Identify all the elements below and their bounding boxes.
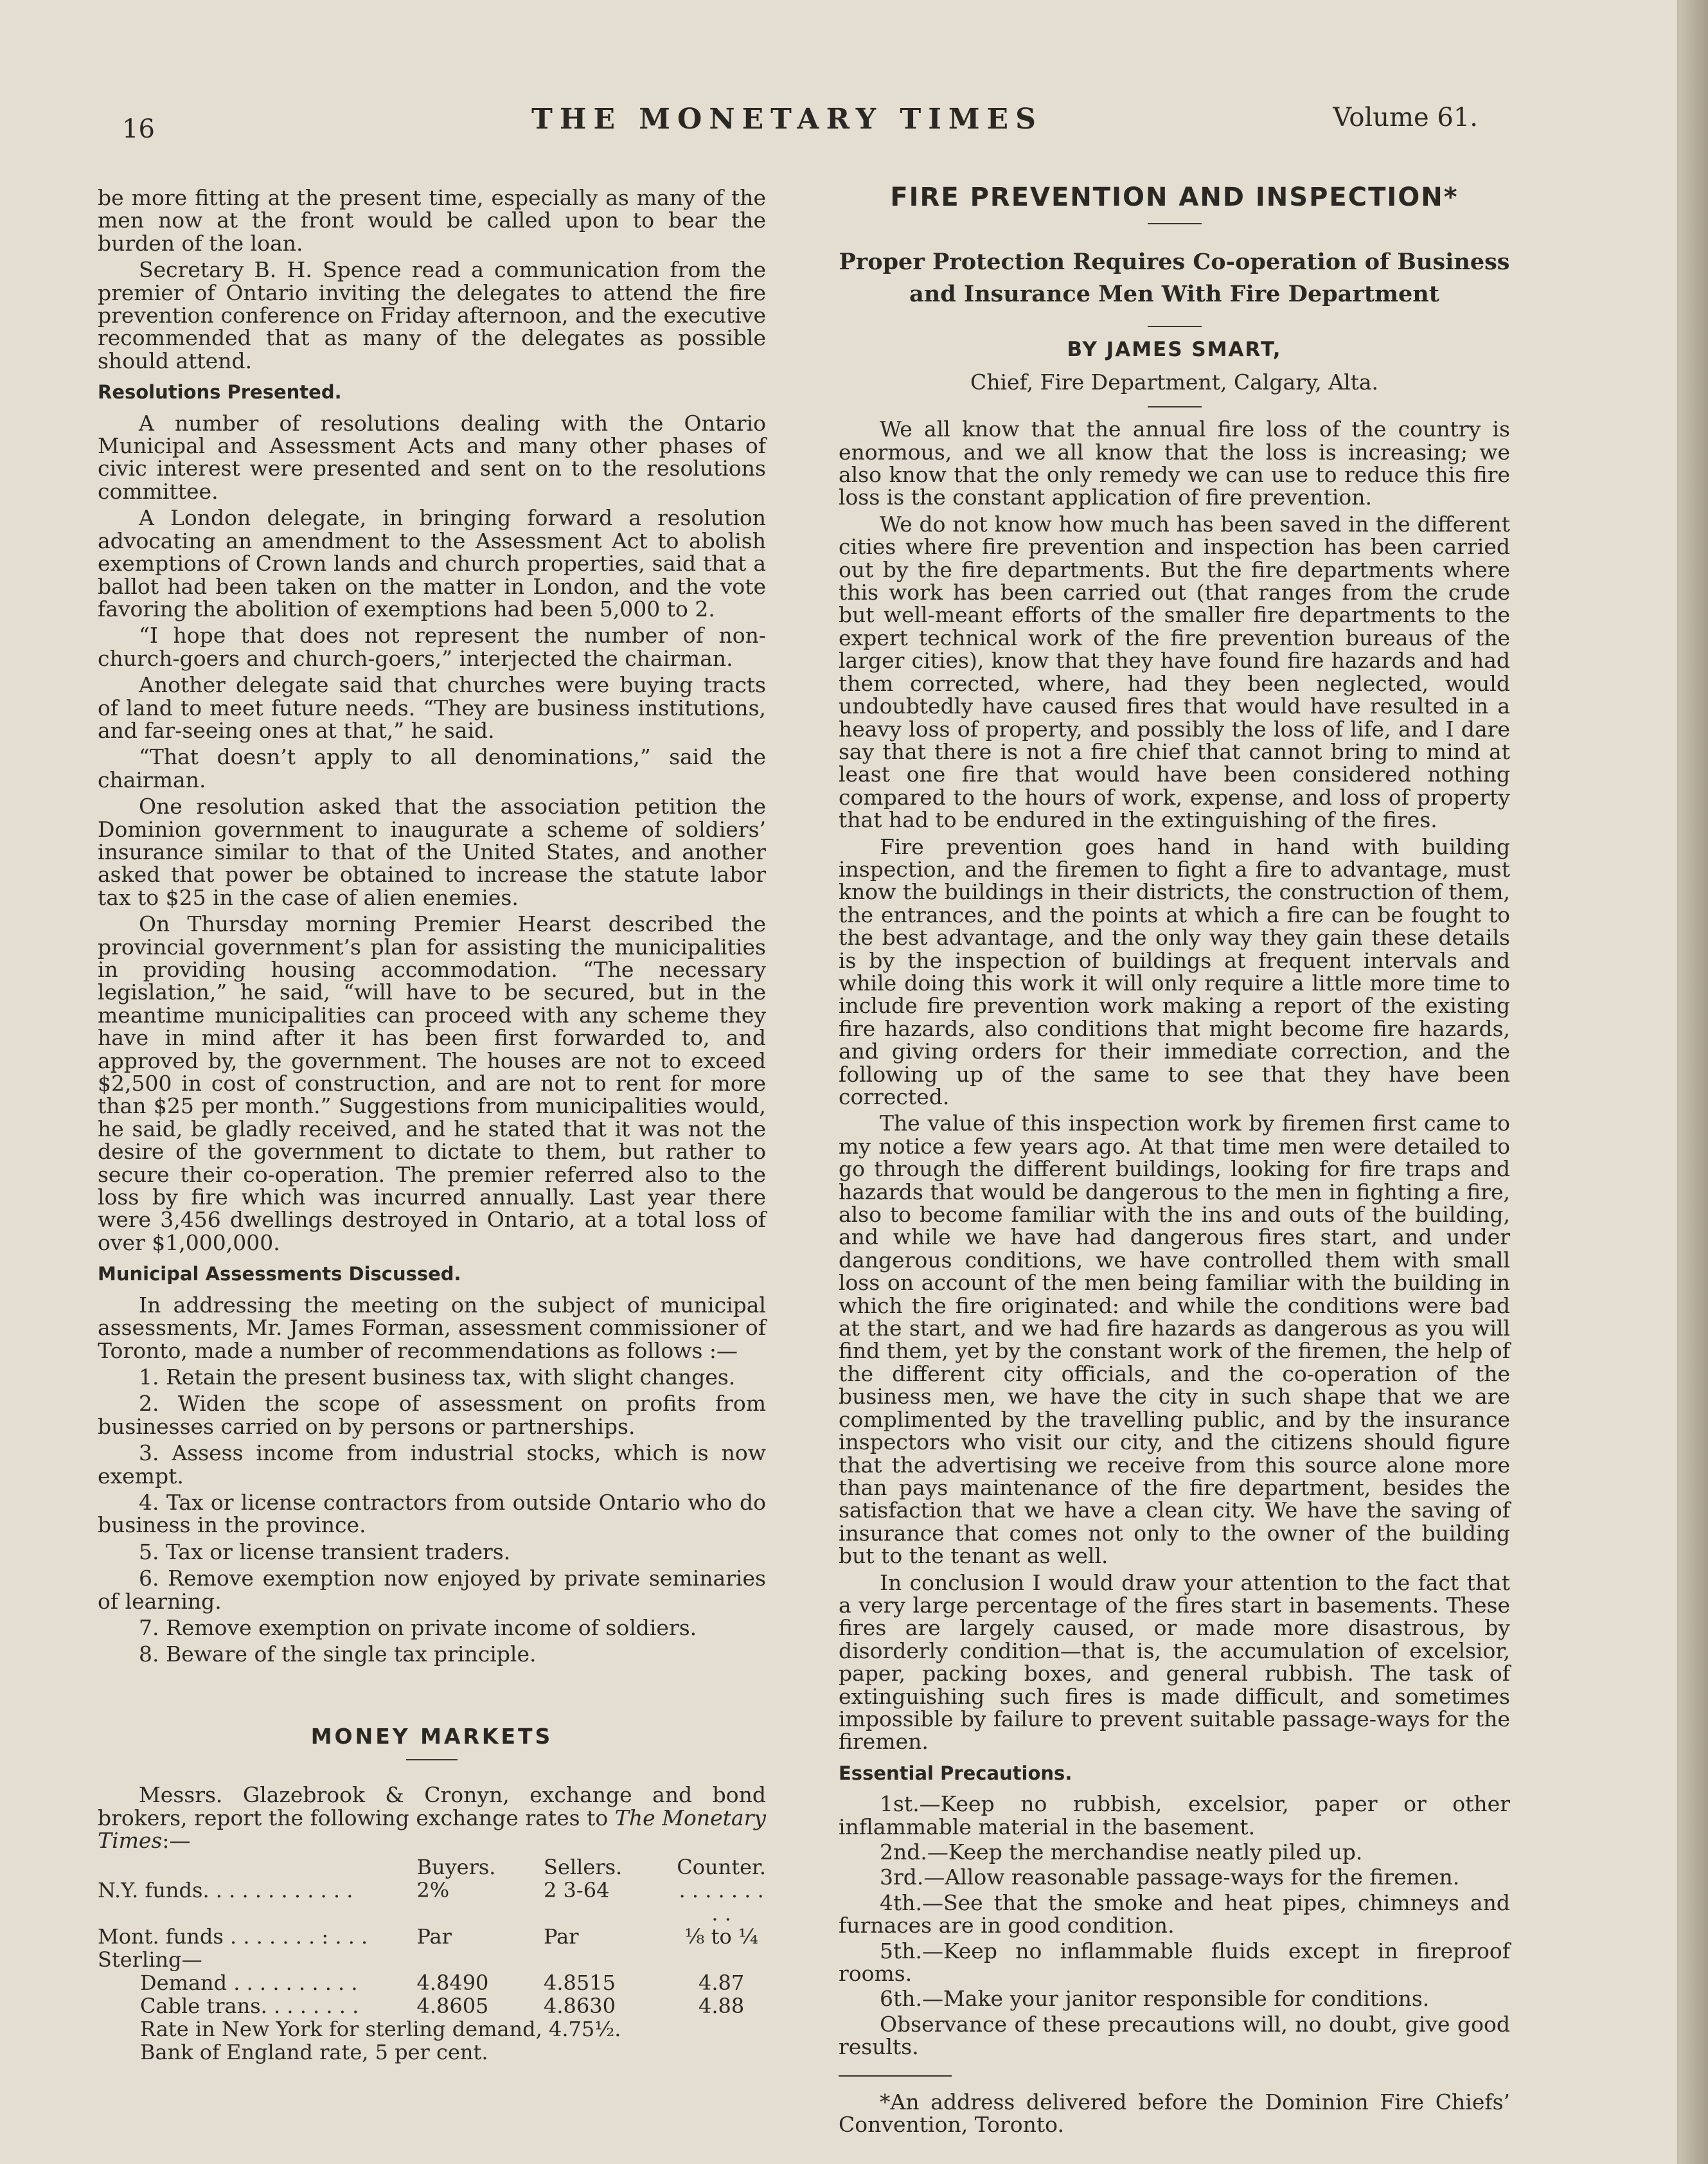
divider bbox=[1148, 406, 1202, 407]
rate-note: Rate in New York for sterling demand, 4.75½. bbox=[140, 2017, 621, 2042]
list-item: 1st.—Keep no rubbish, excelsior, paper or other inflammable material in the basement. bbox=[839, 1791, 1510, 1839]
divider bbox=[1148, 223, 1202, 224]
list-item: 3. Assess income from industrial stocks, which is now exempt. bbox=[98, 1440, 766, 1489]
paragraph: Another delegate said that churches were buying tracts of land to meet future needs. “They are business institutions, and far-seeing ones at that,” he said. bbox=[98, 672, 766, 743]
byline-role: Chief, Fire Department, Calgary, Alta. bbox=[970, 369, 1379, 395]
resolutions-heading: Resolutions Presented. bbox=[98, 381, 342, 404]
footnote: *An address delivered before the Dominion Fire Chiefs’ Convention, Toronto. bbox=[839, 2089, 1510, 2138]
list-item: 5th.—Keep no inflammable fluids except in fireproof rooms. bbox=[839, 1938, 1510, 1987]
paragraph: One resolution asked that the association petition the Dominion government to inaugurate a scheme of soldiers’ insurance similar to that of the United States, and another asked that power be obtained to increase the statute labor tax to $25 in the case of alien enemies. bbox=[98, 794, 766, 910]
list-item: 1. Retain the present business tax, with slight changes. bbox=[139, 1364, 736, 1390]
list-item: 8. Beware of the single tax principle. bbox=[139, 1641, 537, 1667]
list-item: 5. Tax or license transient traders. bbox=[139, 1539, 511, 1564]
volume-label: Volume 61. bbox=[1333, 103, 1478, 132]
article-title: FIRE PREVENTION AND INSPECTION* bbox=[890, 183, 1459, 212]
assessments-heading: Municipal Assessments Discussed. bbox=[98, 1263, 461, 1285]
paragraph: In addressing the meeting on the subject of municipal assessments, Mr. James Forman, assessment commissioner of Toronto, made a number of recommendations as follows :— bbox=[98, 1292, 766, 1363]
money-markets-intro: Messrs. Glazebrook & Cronyn, exchange and bond brokers, report the following exchange rates to The Monetary Times:— bbox=[98, 1782, 766, 1853]
paragraph: “I hope that does not represent the number of non-church-goers and church-goers,” interjected the chairman. bbox=[98, 623, 766, 671]
money-markets-title: MONEY MARKETS bbox=[310, 1723, 553, 1749]
table-row: Cable trans. . . . . . . . 4.8605 4.8630 4.88 bbox=[140, 1994, 745, 2019]
running-header bbox=[96, 103, 1478, 148]
divider bbox=[1148, 326, 1202, 327]
footnote-divider bbox=[839, 2075, 952, 2077]
precautions-heading: Essential Precautions. bbox=[839, 1762, 1072, 1784]
page-edge bbox=[1678, 0, 1708, 2164]
paragraph: Secretary B. H. Spence read a communication from the premier of Ontario inviting the delegates to attend the fire prevention conference on Friday afternoon, and the executive recommended that as many of the delegates as possible should attend. bbox=[98, 257, 766, 373]
list-item: 3rd.—Allow reasonable passage-ways for the firemen. bbox=[880, 1864, 1460, 1890]
precautions-list bbox=[839, 1793, 1510, 2010]
paragraph: A number of resolutions dealing with the Ontario Municipal and Assessment Acts and many other phases of civic interest were presented and sent on to the resolutions committee. bbox=[98, 410, 766, 504]
paragraph: We do not know how much has been saved in the different cities where fire prevention and inspection has been carried out by the fire departments. But the fire departments where this work has been carried out (that ranges from the crude but well-meant efforts of the smaller fire departments to the expert technical work of the fire prevention bureaus of the larger cities), know that they have found fire hazards and had them corrected, where, had they been neglected, would undoubtedly have caused fires that would have resulted in a heavy loss of property, and possibly the loss of life, and I dare say that there is not a fire chief that cannot bring to mind at least one fire that would have been considered nothing compared to the hours of work, expense, and loss of property that had to be endured in the extinguishing of the fires. bbox=[839, 511, 1510, 833]
page-number: 16 bbox=[122, 114, 155, 144]
right-column bbox=[839, 183, 1510, 2140]
paragraph: The value of this inspection work by firemen first came to my notice a few years ago. At that time men were detailed to go through the different buildings, looking for fire traps and hazards that would be dangerous to the men in fighting a fire, also to become familiar with the ins and outs of the building, and while we have had dangerous fires start, and under dangerous conditions, we have controlled them with small loss on account of the men being familiar with the building in which the fire originated: and while the conditions were bad at the start, and we had fire hazards as dangerous as you will find them, yet by the constant work of the firemen, the help of the different city officials, and the co-operation of the business men, we have the city in such shape that we are complimented by the travelling public, and by the insurance inspectors who visit our city, and the citizens should figure that the advertising we receive from this source alone more than pays maintenance of the fire department, besides the satisfaction that we have a clean city. We have the saving of insurance that comes not only to the owner of the building but to the tenant as well. bbox=[839, 1111, 1510, 1569]
list-item: 4. Tax or license contractors from outside Ontario who do business in the province. bbox=[98, 1489, 766, 1538]
divider bbox=[406, 1759, 458, 1760]
paragraph: In conclusion I would draw your attention to the fact that a very large percentage of the fires start in basements. These fires are largely caused, or made more disastrous, by disorderly condition—that is, the accumulation of excelsior, paper, packing boxes, and general rubbish. The task of extinguishing such fires is made difficult, and sometimes impossible by failure to prevent suitable passage-ways for the firemen. bbox=[839, 1569, 1510, 1755]
table-row: Mont. funds . . . . . . . : . . . Par Par ⅛ to ¼ bbox=[98, 1924, 758, 1949]
list-item: 2. Widen the scope of assessment on profits from businesses carried on by persons or partnerships. bbox=[98, 1391, 766, 1439]
table-row: Sterling— bbox=[98, 1947, 202, 1972]
masthead: THE MONETARY TIMES bbox=[531, 103, 1043, 136]
list-item: 4th.—See that the smoke and heat pipes, chimneys and furnaces are in good condition. bbox=[839, 1890, 1510, 1938]
paragraph: be more fitting at the present time, especially as many of the men now at the front would be called upon to bear the burden of the loan. bbox=[98, 185, 766, 256]
article-subtitle: Proper Protection Requires Co-operation of Business and Insurance Men With Fire Department bbox=[839, 249, 1510, 308]
list-item: 2nd.—Keep the merchandise neatly piled up. bbox=[880, 1839, 1363, 1864]
paragraph: Fire prevention goes hand in hand with building inspection, and the firemen to fight a fire to advantage, must know the buildings in their districts, the construction of them, the entrances, and the points at which a fire can be fought to the best advantage, and the only way they gain these details is by the inspection of buildings at frequent intervals and while doing this work it will only require a little more time to include fire prevention work making a report of the existing fire hazards, also conditions that might become fire hazards, and giving orders for their immediate correction, and the following up of the same to see that they have been corrected. bbox=[839, 834, 1510, 1109]
paragraph: “That doesn’t apply to all denominations,” said the chairman. bbox=[98, 744, 766, 792]
byline: BY JAMES SMART, bbox=[1067, 338, 1282, 362]
list-item: 7. Remove exemption on private income of soldiers. bbox=[139, 1614, 697, 1640]
table-row: N.Y. funds. . . . . . . . . . . . 2% 2 3-64 . . . . . . . . . bbox=[98, 1878, 764, 1926]
paragraph: A London delegate, in bringing forward a resolution advocating an amendment to the Assessment Act to abolish exemptions of Crown lands and church properties, said that a ballot had been taken on the matter in London, and the vote favoring the abolition of exemptions had been 5,000 to 2. bbox=[98, 505, 766, 621]
paragraph: Observance of these precautions will, no doubt, give good results. bbox=[839, 2011, 1510, 2060]
exchange-table bbox=[98, 1855, 766, 2017]
list-item: 6th.—Make your janitor responsible for conditions. bbox=[880, 1986, 1430, 2012]
paragraph: On Thursday morning Premier Hearst described the provincial government’s plan for assisting the municipalities in providing housing accommodation. “The necessary legislation,” he said, “will have to be secured, but in the meantime municipalities can proceed with any scheme they have in mind after it has been first forwarded to, and approved by, the government. The houses are not to exceed $2,500 in cost of construction, and are not to rent for more than $25 per month.” Suggestions from municipalities would, he said, be gladly received, and he stated that it was not the desire of the government to dictate to them, but rather to secure their co-operation. The premier referred also to the loss by fire which was incurred annually. Last year there were 3,456 dwellings destroyed in Ontario, at a total loss of over $1,000,000. bbox=[98, 911, 766, 1255]
paragraph: We all know that the annual fire loss of the country is enormous, and we all know that the loss is increasing; we also know that the only remedy we can use to reduce this fire loss is the constant application of fire prevention. bbox=[839, 416, 1510, 510]
list-item: 6. Remove exemption now enjoyed by private seminaries of learning. bbox=[98, 1566, 766, 1614]
recommendations-list bbox=[98, 1366, 766, 1666]
table-header-row: Buyers. Sellers. Counter. bbox=[416, 1855, 766, 1880]
left-column bbox=[98, 186, 766, 2064]
table-row: Demand . . . . . . . . . . 4.8490 4.8515 4.87 bbox=[140, 1971, 745, 1996]
rate-note: Bank of England rate, 5 per cent. bbox=[140, 2040, 488, 2065]
